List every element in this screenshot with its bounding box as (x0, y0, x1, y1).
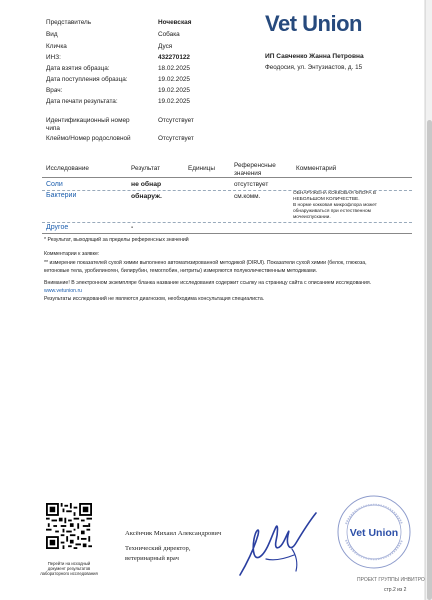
scrollbar-thumb[interactable] (427, 120, 432, 600)
page-number: стр.2 из 2 (384, 587, 407, 593)
column-header-units: Единицы (188, 165, 215, 172)
comment-text: обнаруживаться при естественном (293, 209, 371, 214)
patient-label: Кличка (46, 43, 67, 50)
chip-value: Отсутствует (158, 117, 194, 124)
comments-title: Комментарии к заявке: (44, 251, 100, 257)
result-value: обнаруж. (131, 193, 162, 200)
result-value: не обнар (131, 181, 162, 188)
patient-label: Вид (46, 31, 58, 38)
pedigree-value: Отсутствует (158, 135, 194, 142)
comment-text: мочеиспускании. (293, 215, 331, 220)
comments-text: ** измерение показателей сухой химии выполнено автоматизированной методикой (DIRUI). Показатели сухой химии (белок, глюкоза, (44, 260, 367, 266)
patient-value: 19.02.2025 (158, 87, 190, 94)
qr-caption: Перейти на исходный (47, 561, 91, 566)
patient-value: 19.02.2025 (158, 98, 190, 105)
comments-text: кетоновые тела, уробилиноген, билирубин, гемоглобин, нитриты) измеряются полуколичественным методиками. (44, 268, 318, 274)
attention-note: Внимание! В электронном экземпляре бланка название исследования содержит ссылку на страницу сайта с описанием исследования. (44, 280, 372, 286)
column-header-comment: Комментарий (296, 165, 337, 172)
signer-title: Технический директор, (125, 545, 191, 552)
patient-value: Собака (158, 31, 180, 38)
column-header-result: Результат (131, 165, 161, 172)
clinic-stamp (336, 494, 412, 570)
patient-value: 18.02.2025 (158, 65, 190, 72)
test-name-link[interactable]: Другое (46, 224, 69, 231)
comment-text: В норме кокковая микрофлора может (293, 203, 377, 208)
signer-title: ветеринарный врач (125, 555, 179, 562)
table-bottom-rule (42, 233, 412, 234)
reference-note: * Результат, выходящий за пределы референсных значений (44, 237, 189, 243)
clinic-address: Феодосия, ул. Энтузиастов, д. 15 (265, 64, 363, 71)
vet-union-logo: Vet Union (265, 11, 362, 36)
test-name-link[interactable]: Бактерии (46, 192, 77, 199)
comment-text: ОБНАРУЖЕНА КОККОВАЯ ФЛОРА В (293, 191, 377, 196)
table-header-rule (42, 177, 412, 178)
patient-value: Дуся (158, 43, 173, 50)
qr-caption: документ результатов (47, 566, 91, 571)
reference-value: отсутствует (234, 181, 269, 188)
patient-label: Дата печати результата: (46, 98, 118, 105)
qr-caption: лабораторного исследования (40, 571, 98, 576)
disclaimer: Результаты исследований не являются диагнозом, необходима консультация специалиста. (44, 296, 265, 302)
row-divider (42, 222, 412, 223)
clinic-name: ИП Савченко Жанна Петровна (265, 53, 364, 60)
patient-value: 432270122 (158, 54, 190, 61)
chip-label: чипа (46, 125, 60, 132)
patient-label: Дата поступления образца: (46, 76, 128, 83)
pedigree-label: Клеймо/Номер родословной (46, 135, 131, 142)
chip-label: Идентификационный номер (46, 117, 130, 124)
website-link[interactable]: www.vetunion.ru (44, 288, 83, 294)
patient-label: ИНЗ: (46, 54, 61, 61)
patient-label: Дата взятия образца: (46, 65, 110, 72)
patient-value: 19.02.2025 (158, 76, 190, 83)
comment-text: НЕБОЛЬШОМ КОЛИЧЕСТВЕ. (293, 197, 360, 202)
result-value: - (131, 224, 134, 231)
patient-label: Представитель (46, 19, 92, 26)
reference-value: см.комм. (234, 193, 261, 200)
qr-code[interactable] (46, 503, 92, 549)
test-name-link[interactable]: Соли (46, 181, 63, 188)
patient-value: Ночевская (158, 19, 192, 26)
column-header-reference: значения (234, 170, 262, 177)
signer-name: Аксёнчик Михаил Александрович (125, 530, 222, 537)
patient-label: Врач: (46, 87, 63, 94)
stamp-text: Vet Union (349, 527, 399, 539)
project-label: ПРОЕКТ ГРУППЫ ИНВИТРО (357, 577, 425, 583)
column-header-test: Исследование (46, 165, 89, 172)
handwritten-signature (236, 505, 332, 585)
column-header-reference: Референсные (234, 162, 276, 169)
vertical-scrollbar[interactable] (425, 0, 432, 600)
